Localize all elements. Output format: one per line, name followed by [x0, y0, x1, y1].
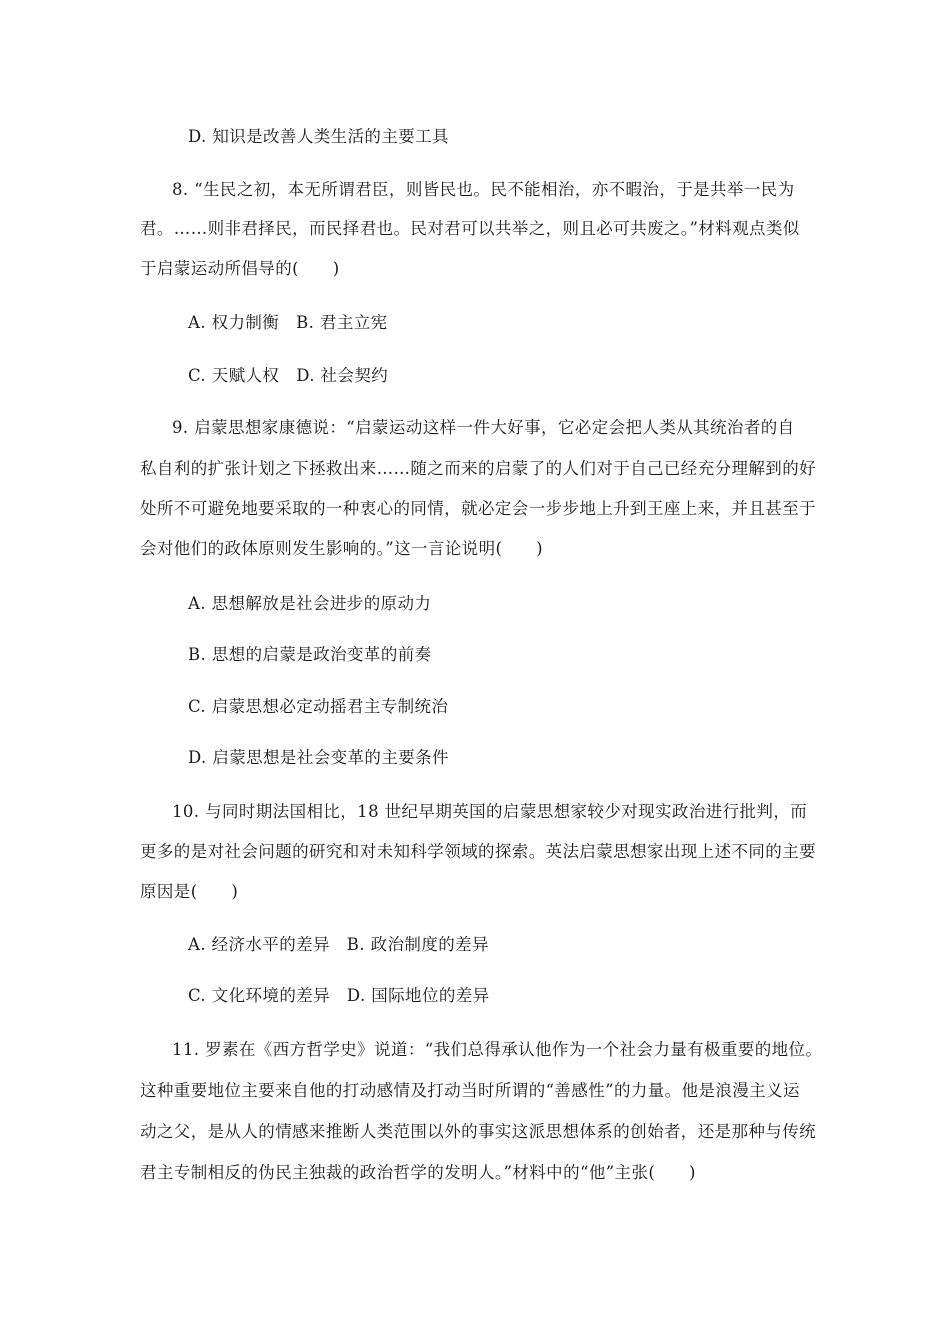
q11-stem-line-3: 动之父，是从人的情感来推断人类范围以外的事实这派思想体系的创始者，还是那种与传统: [140, 1122, 816, 1141]
q9-stem-line-4: 会对他们的政体原则发生影响的。”这一言论说明( ): [140, 539, 543, 558]
q8-stem-line-1: 8. “生民之初，本无所谓君臣，则皆民也。民不能相治，亦不暇治，于是共举一民为: [172, 180, 795, 199]
q9-stem-line-2: 私自利的扩张计划之下拯救出来……随之而来的启蒙了的人们对于自己已经充分理解到的好: [140, 459, 816, 478]
q9-option-a: A. 思想解放是社会进步的原动力: [188, 594, 432, 613]
q9-stem-line-1: 9. 启蒙思想家康德说：“启蒙运动这样一件大好事，它必定会把人类从其统治者的自: [172, 418, 795, 437]
q10-stem-line-1: 10. 与同时期法国相比，18 世纪早期英国的启蒙思想家较少对现实政治进行批判，而: [172, 802, 808, 821]
q11-stem-line-1: 11. 罗素在《西方哲学史》说道：“我们总得承认他作为一个社会力量有极重要的地位。: [172, 1040, 823, 1059]
q9-stem-line-3: 处所不可避免地要采取的一种衷心的同情，就必定会一步步地上升到王座上来，并且甚至于: [140, 499, 816, 518]
q8-stem-line-3: 于启蒙运动所倡导的( ): [140, 259, 340, 278]
q7-option-d: D. 知识是改善人类生活的主要工具: [188, 127, 449, 146]
q10-options-ab: A. 经济水平的差异 B. 政治制度的差异: [188, 935, 489, 954]
q8-options-ab: A. 权力制衡 B. 君主立宪: [188, 313, 388, 332]
q9-option-b: B. 思想的启蒙是政治变革的前奏: [188, 645, 432, 664]
q9-option-d: D. 启蒙思想是社会变革的主要条件: [188, 748, 449, 767]
q10-options-cd: C. 文化环境的差异 D. 国际地位的差异: [188, 986, 490, 1005]
q11-stem-line-4: 君主专制相反的伪民主独裁的政治哲学的发明人。”材料中的“他”主张( ): [140, 1163, 696, 1182]
q8-stem-line-2: 君。……则非君择民，而民择君也。民对君可以共举之，则且必可共废之。”材料观点类似: [140, 219, 800, 238]
q8-options-cd: C. 天赋人权 D. 社会契约: [188, 366, 389, 385]
q10-stem-line-2: 更多的是对社会问题的研究和对未知科学领域的探索。英法启蒙思想家出现上述不同的主要: [140, 842, 816, 861]
q11-stem-line-2: 这种重要地位主要来自他的打动感情及打动当时所谓的“善感性”的力量。他是浪漫主义运: [140, 1081, 800, 1100]
q10-stem-line-3: 原因是( ): [140, 882, 239, 901]
q9-option-c: C. 启蒙思想必定动摇君主专制统治: [188, 697, 449, 716]
